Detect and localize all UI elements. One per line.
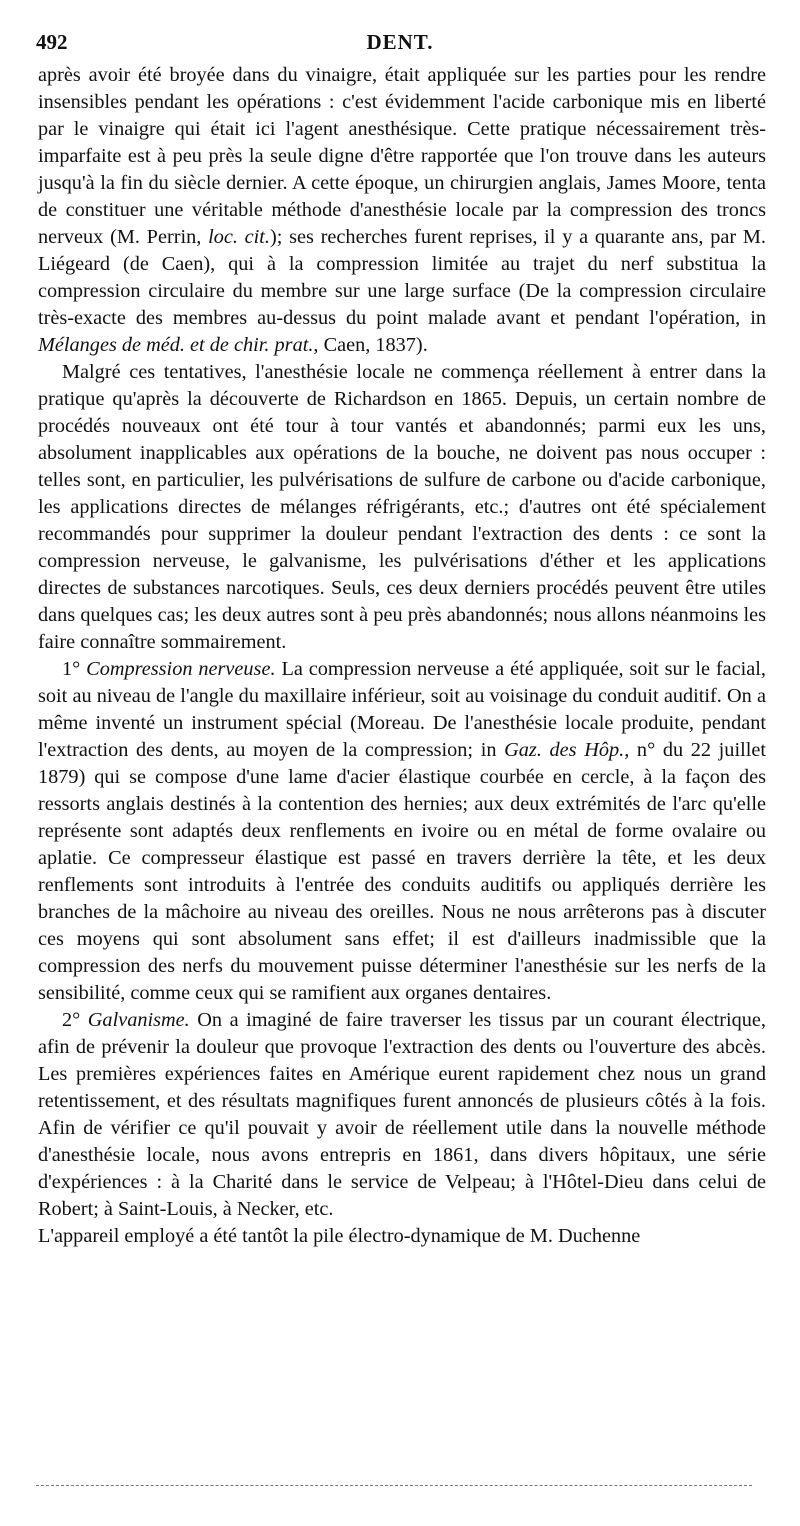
text-run: L'appareil employé a été tantôt la pile électro-dynamique de M. Duchenne xyxy=(38,1225,641,1247)
page-number: 492 xyxy=(36,30,68,54)
italic-run: Mélanges de méd. et de chir. prat. xyxy=(38,334,314,356)
paragraph-appareil xyxy=(38,1223,766,1250)
body-text xyxy=(38,62,766,1250)
italic-run: Gaz. des Hôp. xyxy=(504,739,625,761)
text-run: 2° xyxy=(62,1009,88,1031)
paragraph-local-anesthesia-history xyxy=(38,359,766,656)
text-run: , n° du 22 juillet 1879) qui se compose d'une lame d'acier élastique courbée en cercle, à la façon des ressorts anglais destinés à la contention des hernies; aux deux extrémités de l'arc qu'elle représente sont adaptés deux renflements en ivoire ou en métal de forme ovalaire ou aplatie. Ce compresseur élastique est passé en travers derrière la tête, et les deux renflements sont introduits à l'entrée des conduits auditifs ou appliqués derrière les branches de la mâchoire au niveau des oreilles. Nous ne nous arrêterons pas à discuter ces moyens qui sont absolument sans effet; il est d'ailleurs inadmissible que la compression des nerfs du mouvement puisse déterminer l'anesthésie sur les nerfs de la sensibilité, comme ceux qui se ramifient aux organes dentaires. xyxy=(38,739,766,1004)
text-run: ); ses recherches furent reprises, il y a quarante ans, par M. Liégeard (de Caen), qui à la compression limitée au trajet du nerf substitua la compression circulaire du membre sur une large surface (De la compression circulaire très-exacte des membres au-dessus du point malade avant et pendant l'opération, in xyxy=(38,226,766,329)
italic-run: Galvanisme. xyxy=(87,1009,190,1031)
footer-dashed-line xyxy=(36,1485,752,1486)
text-run: 1° xyxy=(62,658,87,680)
paragraph-continued xyxy=(38,62,766,359)
italic-run: Compression nerveuse. xyxy=(86,658,276,680)
text-run: Malgré ces tentatives, l'anesthésie locale ne commença réellement à entrer dans la pratique qu'après la découverte de Richardson en 1865. Depuis, un certain nombre de procédés nouveaux ont été tour à tour vantés et abandonnés; parmi eux les uns, absolument inapplicables aux opérations de la bouche, ne doivent pas nous occuper : telles sont, en particulier, les pulvérisations de sulfure de carbone ou d'acide carbonique, les applications directes de mélanges réfrigérants, etc.; d'autres ont été spécialement recommandés pour supprimer la douleur pendant l'extraction des dents : ce sont la compression nerveuse, le galvanisme, les pulvérisations d'éther et les applications directes de substances narcotiques. Seuls, ces deux derniers procédés peuvent être utiles dans quelques cas; les deux autres sont à peu près abandonnés; nous allons néanmoins les faire connaître sommairement. xyxy=(38,361,766,653)
running-title: DENT. xyxy=(366,30,434,54)
text-run: On a imaginé de faire traverser les tissus par un courant électrique, afin de prévenir la douleur que provoque l'extraction des dents ou l'ouverture des abcès. Les premières expériences faites en Amérique eurent rapidement chez nous un grand retentissement, et des résultats magnifiques furent annoncés de plusieurs côtés à la fois. Afin de vérifier ce qu'il pouvait y avoir de réellement utile dans la nouvelle méthode d'anesthésie locale, nous avons entrepris en 1861, dans divers hôpitaux, une série d'expériences : à la Charité dans le service de Velpeau; à l'Hôtel-Dieu dans celui de Robert; à Saint-Louis, à Necker, etc. xyxy=(38,1009,766,1220)
text-run: , Caen, 1837). xyxy=(313,334,428,356)
paragraph-compression-nerveuse xyxy=(38,656,766,1007)
page-header xyxy=(36,30,764,56)
paragraph-galvanisme xyxy=(38,1007,766,1223)
italic-run: loc. cit. xyxy=(208,226,270,248)
text-run: La compression nerveuse a été appliquée, soit sur le facial, soit au niveau de l'angle du maxillaire inférieur, soit au voisinage du conduit auditif. On a même inventé un instrument spécial (Moreau. De l'anesthésie locale produite, pendant l'extraction des dents, au moyen de la compression; in xyxy=(38,658,766,761)
text-run: après avoir été broyée dans du vinaigre, était appliquée sur les parties pour les rendre insensibles pendant les opérations : c'est évidemment l'acide carbonique mis en liberté par le vinaigre qui était ici l'agent anesthésique. Cette pratique nécessairement très-imparfaite est à peu près la seule digne d'être rapportée que l'on trouve dans les auteurs jusqu'à la fin du siècle dernier. A cette époque, un chirurgien anglais, James Moore, tenta de constituer une véritable méthode d'anesthésie locale par la compression des troncs nerveux (M. Perrin, xyxy=(38,64,766,248)
